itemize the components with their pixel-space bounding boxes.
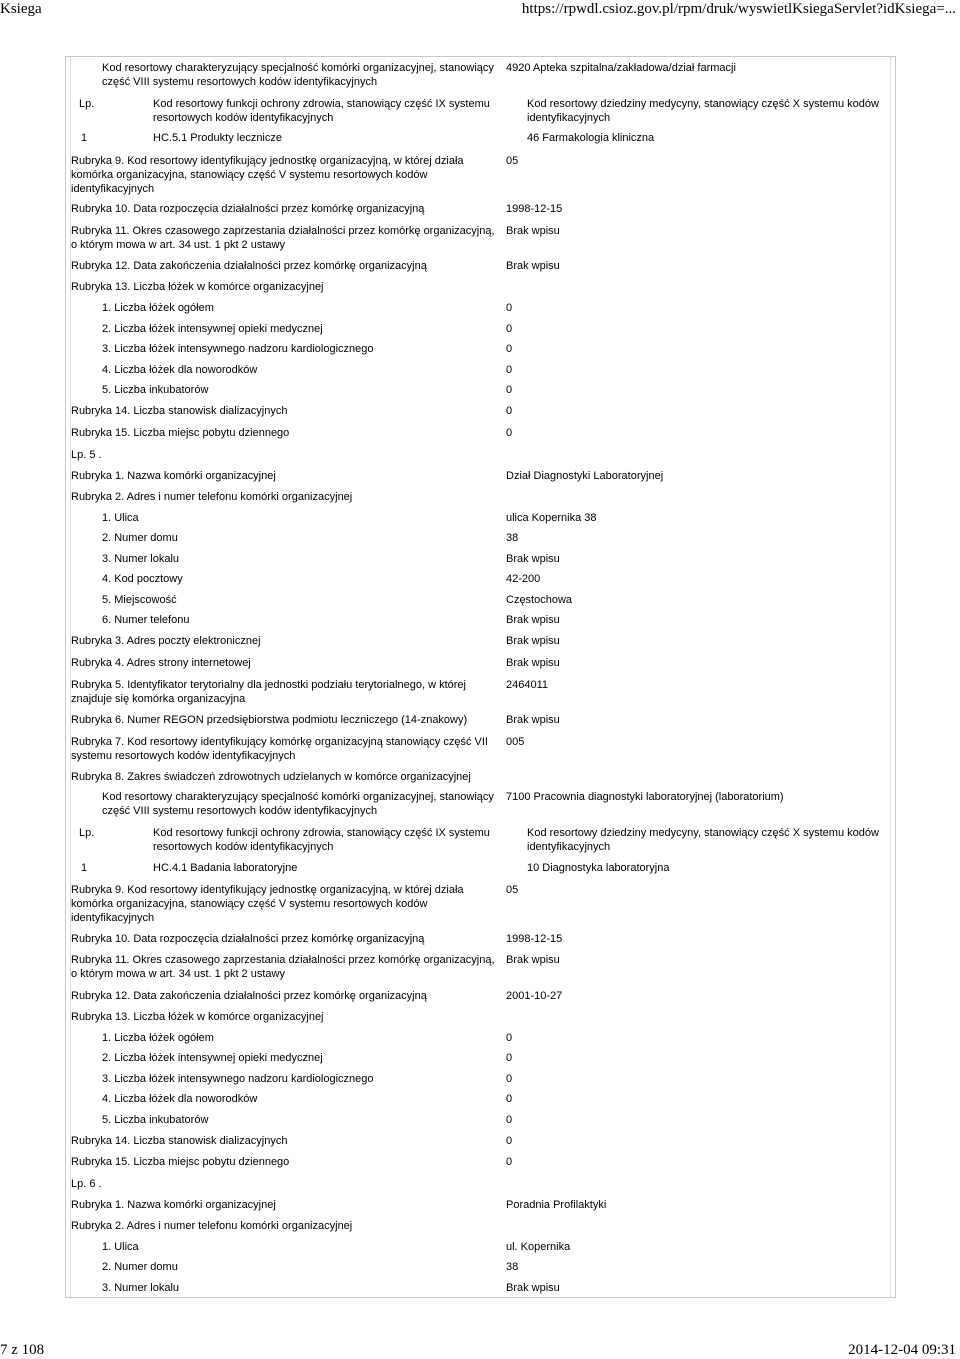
address-label: 1. Ulica [102,512,139,524]
r15-value: 0 [506,427,513,439]
address-label: 6. Numer telefonu [102,614,190,626]
row-field-code: 46 Farmakologia kliniczna [527,132,655,144]
address-label: 3. Numer lokalu [102,1282,180,1294]
r14-label: Rubryka 14. Liczba stanowisk dializacyjnych [71,405,288,417]
r2-label: Rubryka 2. Adres i numer telefonu komórki organizacyjnej [71,491,353,503]
field-code-header: Kod resortowy dziedziny medycyny, stanowiący część X systemu kodów identyfikacyjnych [527,827,879,853]
row-lp: 1 [81,862,88,874]
row-func-code: HC.4.1 Badania laboratoryjne [153,862,298,874]
bed-value: 0 [506,343,513,355]
row-field-code: 10 Diagnostyka laboratoryjna [527,862,670,874]
r9-value: 05 [506,155,519,167]
r4-label: Rubryka 4. Adres strony internetowej [71,657,251,669]
row-lp: 1 [81,132,88,144]
r8-code-label: Kod resortowy charakteryzujący specjalność komórki organizacyjnej, stanowiący część VIII systemu resortowych kodów identyfikacyjnych [102,62,494,88]
address-label: 3. Numer lokalu [102,553,180,565]
field-code-header: Kod resortowy dziedziny medycyny, stanowiący część X systemu kodów identyfikacyjnych [527,98,879,124]
address-value: Brak wpisu [506,553,560,565]
r9-label: Rubryka 9. Kod resortowy identyfikujący jednostkę organizacyjną, w której działa komórka organizacyjna, stanowiący część V systemu resortowych kodów identyfikacyjnych [71,884,464,924]
r13-label: Rubryka 13. Liczba łóżek w komórce organizacyjnej [71,281,324,293]
bed-label: 1. Liczba łóżek ogółem [102,1032,214,1044]
bed-label: 3. Liczba łóżek intensywnego nadzoru kardiologicznego [102,343,374,355]
r12-value: Brak wpisu [506,260,560,272]
bed-value: 0 [506,1114,513,1126]
r11-label: Rubryka 11. Okres czasowego zaprzestania działalności przez komórkę organizacyjną, o którym mowa w art. 34 ust. 1 pkt 2 ustawy [71,225,495,251]
bed-label: 2. Liczba łóżek intensywnej opieki medycznej [102,1052,323,1064]
address-label: 5. Miejscowość [102,594,177,606]
r11-value: Brak wpisu [506,225,560,237]
r3-label: Rubryka 3. Adres poczty elektronicznej [71,635,261,647]
address-label: 2. Numer domu [102,532,178,544]
header-url: https://rpwdl.csioz.gov.pl/rpm/druk/wyswietlKsiegaServlet?idKsiega=... [521,1,956,17]
r1-label: Rubryka 1. Nazwa komórki organizacyjnej [71,1199,276,1211]
section-lp: Lp. 6 . [71,1178,102,1190]
r10-label: Rubryka 10. Data rozpoczęcia działalności przez komórkę organizacyjną [71,933,425,945]
r8-code-value: 7100 Pracownia diagnostyki laboratoryjnej (laboratorium) [506,791,784,803]
r13-label: Rubryka 13. Liczba łóżek w komórce organizacyjnej [71,1011,324,1023]
r4-value: Brak wpisu [506,657,560,669]
func-code-header: Kod resortowy funkcji ochrony zdrowia, stanowiący część IX systemu resortowych kodów identyfikacyjnych [153,827,490,853]
address-value: Częstochowa [506,594,573,606]
bed-label: 4. Liczba łóżek dla noworodków [102,364,258,376]
r12-value: 2001-10-27 [506,990,563,1002]
address-value: ulica Kopernika 38 [506,512,597,524]
r8-code-value: 4920 Apteka szpitalna/zakładowa/dział farmacji [506,62,736,74]
r14-label: Rubryka 14. Liczba stanowisk dializacyjnych [71,1135,288,1147]
section-lp: Lp. 5 . [71,449,102,461]
r6-value: Brak wpisu [506,714,560,726]
address-label: 2. Numer domu [102,1261,178,1273]
address-value: 38 [506,1261,519,1273]
address-label: 1. Ulica [102,1241,139,1253]
r11-value: Brak wpisu [506,954,560,966]
address-value: 38 [506,532,519,544]
bed-label: 2. Liczba łóżek intensywnej opieki medycznej [102,323,323,335]
r10-value: 1998-12-15 [506,203,563,215]
bed-value: 0 [506,1093,513,1105]
r2-label: Rubryka 2. Adres i numer telefonu komórki organizacyjnej [71,1220,353,1232]
bed-value: 0 [506,302,513,314]
r15-label: Rubryka 15. Liczba miejsc pobytu dziennego [71,427,290,439]
lp-header: Lp. [79,98,95,110]
r14-value: 0 [506,1135,513,1147]
r6-label: Rubryka 6. Numer REGON przedsiębiorstwa podmiotu leczniczego (14-znakowy) [71,714,468,726]
r11-label: Rubryka 11. Okres czasowego zaprzestania działalności przez komórkę organizacyjną, o którym mowa w art. 34 ust. 1 pkt 2 ustawy [71,954,495,980]
r7-label: Rubryka 7. Kod resortowy identyfikujący komórkę organizacyjną stanowiący część VII systemu resortowych kodów identyfikacyjnych [71,736,488,762]
r12-label: Rubryka 12. Data zakończenia działalności przez komórkę organizacyjną [71,990,427,1002]
r5-label: Rubryka 5. Identyfikator terytorialny dla jednostki podziału terytorialnego, w której znajduje się komórka organizacyjna [71,679,466,705]
bed-label: 1. Liczba łóżek ogółem [102,302,214,314]
r5-value: 2464011 [506,679,549,691]
page-counter: 7 z 108 [0,1342,45,1358]
r1-value: Dział Diagnostyki Laboratoryjnej [506,470,664,482]
bed-label: 5. Liczba inkubatorów [102,1114,209,1126]
r7-value: 005 [506,736,525,748]
r14-value: 0 [506,405,513,417]
bed-value: 0 [506,384,513,396]
row-func-code: HC.5.1 Produkty lecznicze [153,132,282,144]
r15-value: 0 [506,1156,513,1168]
frame-divider [890,57,891,1297]
r8-label: Rubryka 8. Zakres świadczeń zdrowotnych udzielanych w komórce organizacyjnej [71,771,471,783]
address-label: 4. Kod pocztowy [102,573,183,585]
r1-value: Poradnia Profilaktyki [506,1199,607,1211]
bed-value: 0 [506,323,513,335]
bed-label: 5. Liczba inkubatorów [102,384,209,396]
func-code-header: Kod resortowy funkcji ochrony zdrowia, stanowiący część IX systemu resortowych kodów identyfikacyjnych [153,98,490,124]
header-title: Ksiega [0,1,42,17]
bed-label: 4. Liczba łóżek dla noworodków [102,1093,258,1105]
r3-value: Brak wpisu [506,635,560,647]
print-timestamp: 2014-12-04 09:31 [848,1342,956,1358]
lp-header: Lp. [79,827,95,839]
address-value: ul. Kopernika [506,1241,571,1253]
bed-value: 0 [506,1073,513,1085]
address-value: Brak wpisu [506,1282,560,1294]
r8-code-label: Kod resortowy charakteryzujący specjalność komórki organizacyjnej, stanowiący część VIII systemu resortowych kodów identyfikacyjnych [102,791,494,817]
r15-label: Rubryka 15. Liczba miejsc pobytu dziennego [71,1156,290,1168]
r10-label: Rubryka 10. Data rozpoczęcia działalności przez komórkę organizacyjną [71,203,425,215]
bed-label: 3. Liczba łóżek intensywnego nadzoru kardiologicznego [102,1073,374,1085]
address-value: 42-200 [506,573,541,585]
r1-label: Rubryka 1. Nazwa komórki organizacyjnej [71,470,276,482]
address-value: Brak wpisu [506,614,560,626]
r10-value: 1998-12-15 [506,933,563,945]
bed-value: 0 [506,1032,513,1044]
bed-value: 0 [506,1052,513,1064]
r9-label: Rubryka 9. Kod resortowy identyfikujący jednostkę organizacyjną, w której działa komórka organizacyjna, stanowiący część V systemu resortowych kodów identyfikacyjnych [71,155,464,195]
r12-label: Rubryka 12. Data zakończenia działalności przez komórkę organizacyjną [71,260,427,272]
r9-value: 05 [506,884,519,896]
bed-value: 0 [506,364,513,376]
